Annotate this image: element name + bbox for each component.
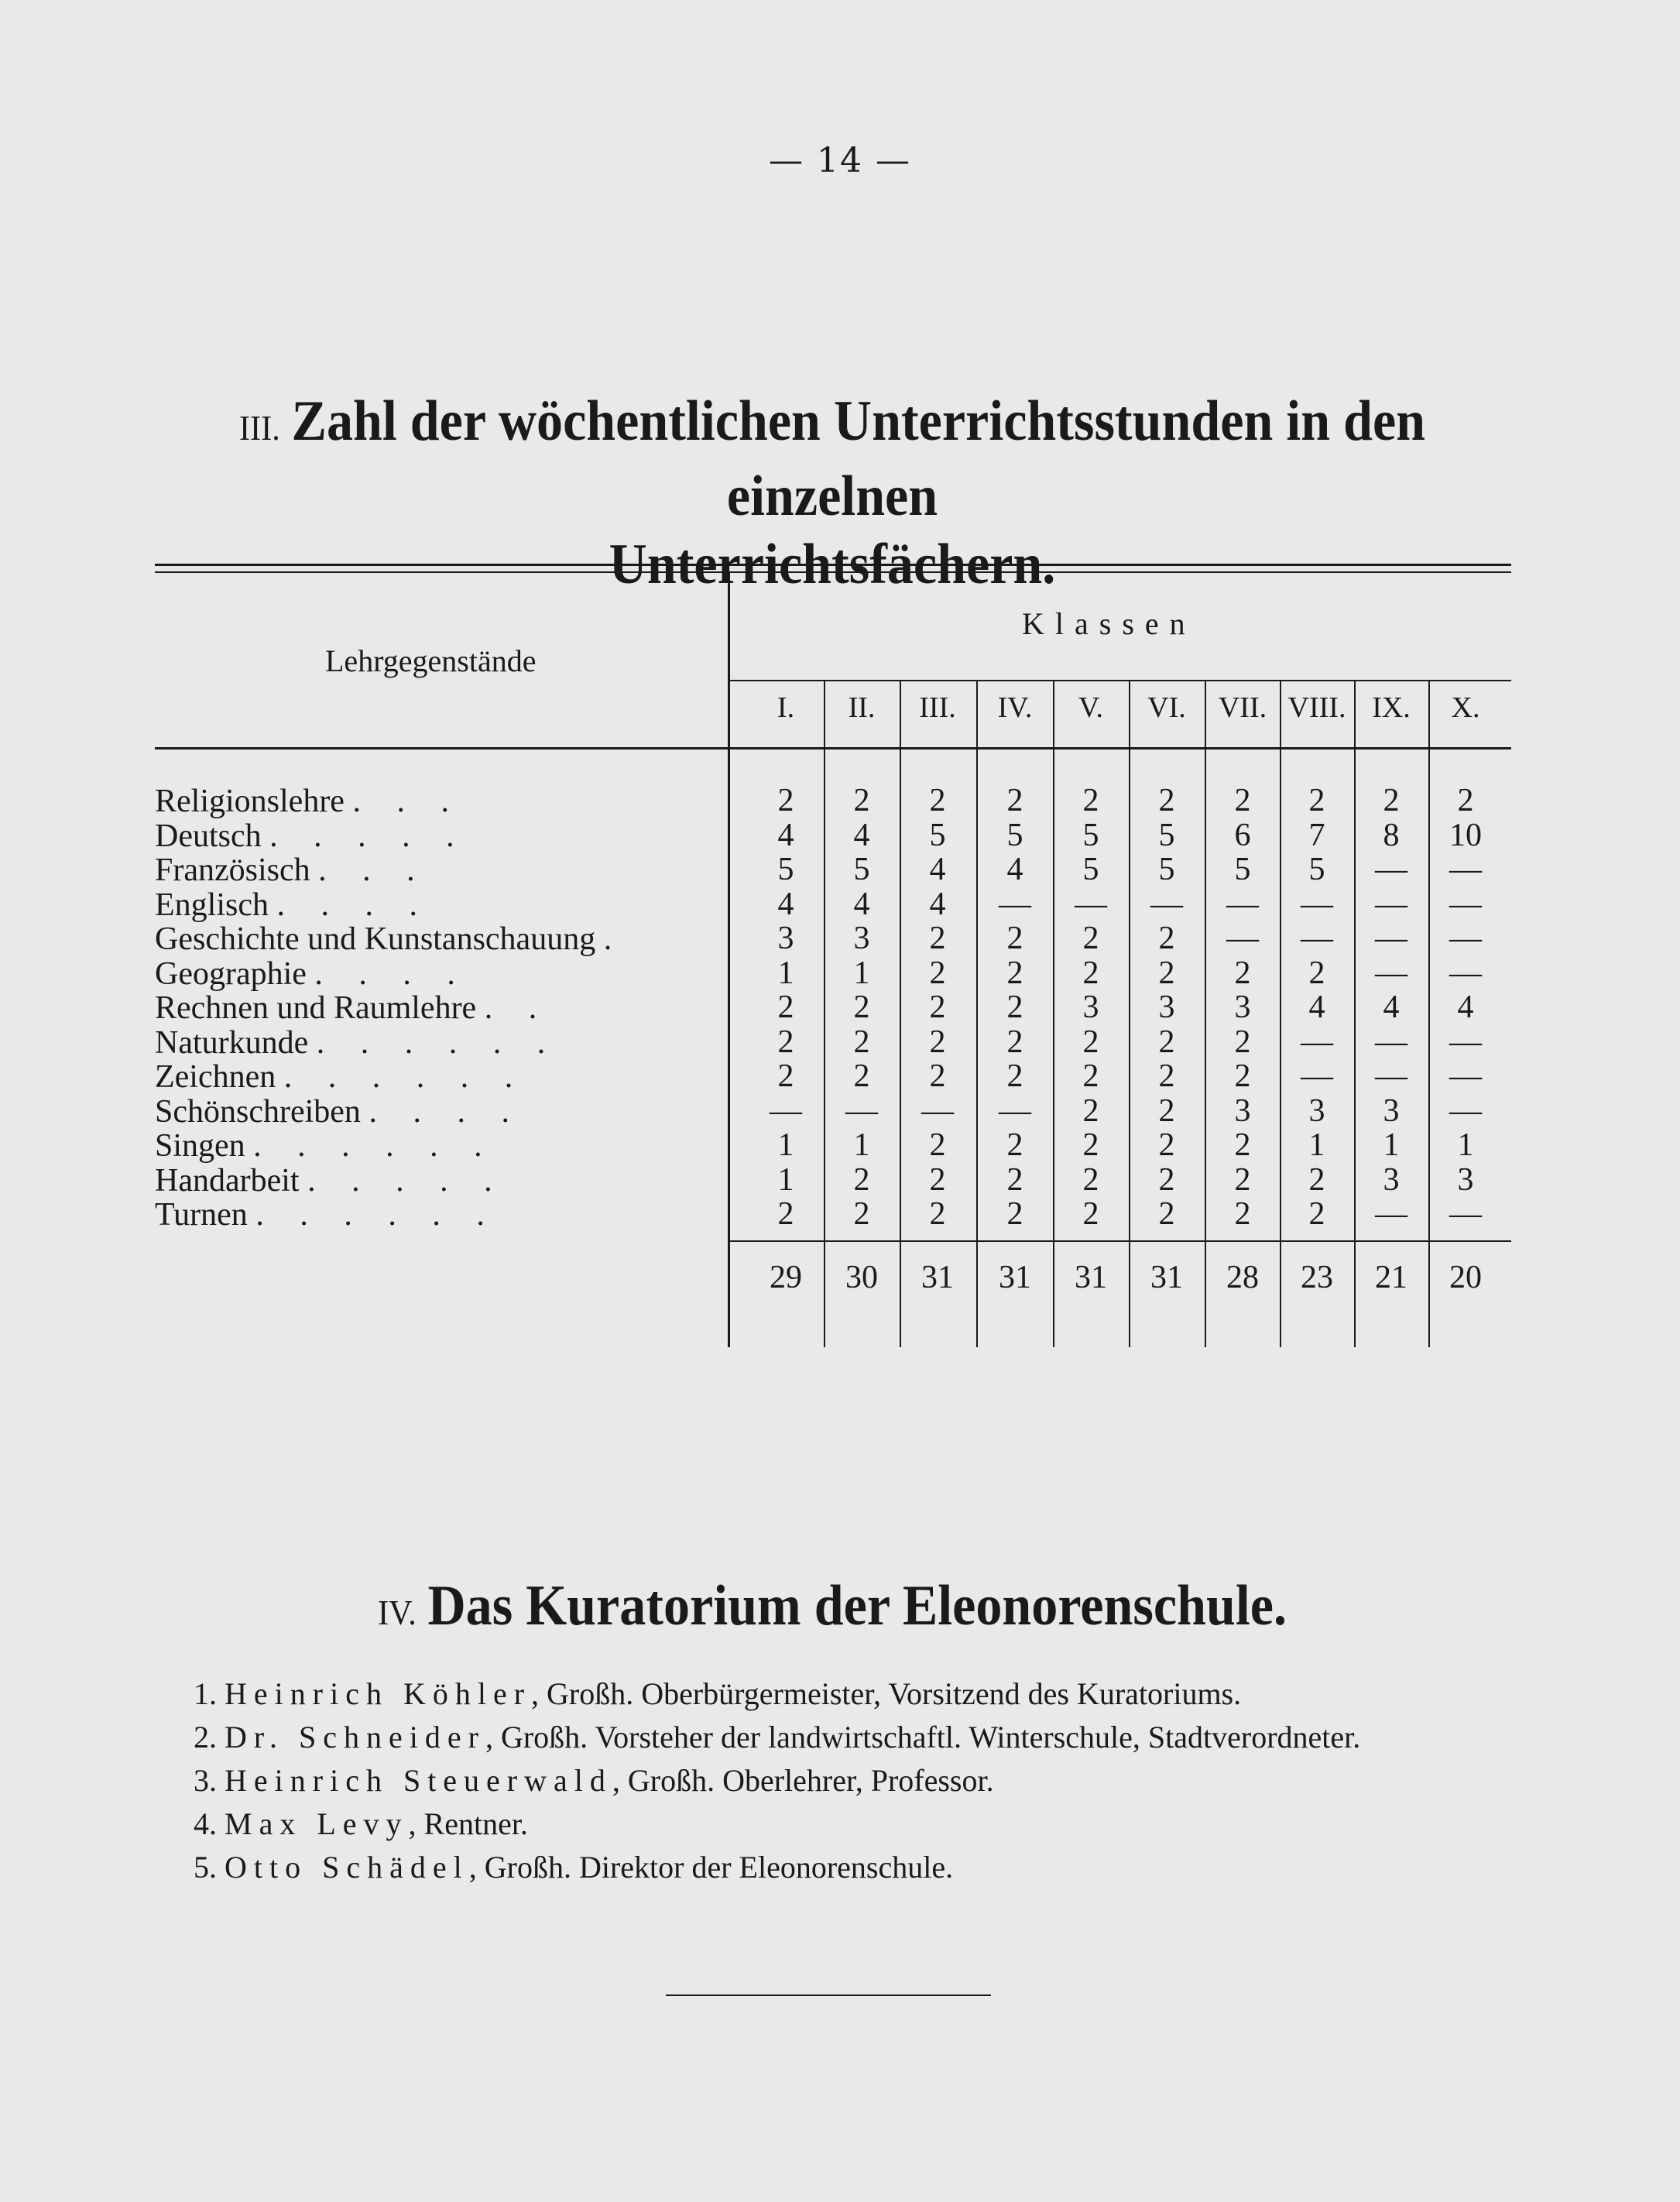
table-cell: 3 (1234, 990, 1251, 1025)
subject-name: Deutsch (155, 818, 270, 854)
member-number: 1. (194, 1676, 225, 1711)
table-cell: — (770, 1092, 802, 1129)
table-cell: 2 (1234, 1127, 1251, 1163)
table-cell: 2 (1158, 783, 1175, 818)
table-cell: 2 (1457, 783, 1474, 818)
column-divider (1428, 681, 1430, 1347)
member-number: 2. (194, 1720, 225, 1754)
leader-dots: . . . . . . (283, 1059, 527, 1095)
table-cell: — (1449, 921, 1482, 956)
table-cell: 2 (1234, 1196, 1251, 1232)
table-cell: 4 (1457, 990, 1474, 1025)
table-cell: — (1449, 955, 1482, 991)
table-cell: 2 (1006, 921, 1023, 956)
leader-dots: . (603, 921, 626, 957)
column-divider (1280, 681, 1281, 1347)
leader-dots: . . . (352, 784, 463, 819)
table-cell: 2 (853, 1161, 870, 1198)
table-cell: 5 (1082, 817, 1099, 853)
table-cell: 2 (1234, 1024, 1251, 1060)
subject-name: Zeichnen (155, 1059, 284, 1095)
kuratorium-member (194, 1762, 994, 1799)
table-cell: — (999, 1092, 1031, 1129)
table-cell: 2 (853, 1024, 870, 1060)
member-name: Dr. Schneider (225, 1720, 485, 1754)
table-cell: — (1075, 886, 1107, 922)
section-4-title-text: Das Kuratorium der Eleonorenschule. (427, 1574, 1287, 1638)
subject-name: Religionslehre (155, 784, 353, 819)
column-divider (1354, 681, 1356, 1347)
table-cell: 4 (853, 817, 870, 853)
table-cell: 5 (853, 852, 870, 887)
table-cell: 2 (1082, 1092, 1099, 1129)
member-name: Otto Schädel (225, 1850, 469, 1885)
subject-label (155, 1197, 499, 1233)
column-divider (1053, 681, 1054, 1347)
member-description: , Großh. Direktor der Eleonorenschule. (468, 1850, 954, 1885)
table-cell: 2 (853, 1058, 870, 1094)
table-cell: 2 (1006, 1127, 1023, 1163)
table-cell: 6 (1234, 817, 1251, 853)
subject-name: Handarbeit (155, 1162, 308, 1199)
kuratorium-member (194, 1849, 953, 1885)
member-number: 5. (194, 1850, 225, 1885)
table-cell: 2 (1006, 1196, 1023, 1232)
table-cell: 4 (853, 886, 870, 922)
table-cell: 2 (853, 783, 870, 818)
table-cell: — (1301, 1024, 1333, 1060)
table-cell: 4 (929, 886, 946, 922)
table-cell: 5 (1158, 852, 1175, 887)
table-cell: — (1449, 886, 1482, 922)
section-4-roman: IV. (378, 1593, 417, 1632)
subject-name: Englisch (155, 887, 277, 923)
section-3-roman: III. (238, 408, 280, 448)
table-cell: 2 (1234, 1161, 1251, 1198)
table-cell: — (1449, 1058, 1482, 1094)
column-header: IX. (1372, 691, 1411, 724)
member-name: Heinrich Steuerwald (225, 1763, 612, 1798)
table-cell: 1 (777, 955, 794, 991)
table-cell: 2 (1006, 990, 1023, 1025)
member-description: , Großh. Oberbürgermeister, Vorsitzend des Kuratoriums. (531, 1676, 1242, 1711)
table-cell: — (1375, 921, 1407, 956)
leader-dots: . . . . . . (255, 1197, 499, 1233)
table-cell: 4 (1006, 852, 1023, 887)
kuratorium-member (194, 1676, 1241, 1712)
table-cell: 3 (1082, 990, 1099, 1025)
table-cell: 2 (929, 921, 946, 956)
table-cell: 3 (1158, 990, 1175, 1025)
table-cell: 2 (777, 1058, 794, 1094)
table-cell: 2 (1308, 783, 1325, 818)
column-divider (824, 681, 825, 1347)
subject-label (155, 887, 431, 923)
table-cell: 2 (777, 1024, 794, 1060)
table-cell: — (999, 886, 1031, 922)
table-cell: 5 (929, 817, 946, 853)
subject-label (155, 1163, 506, 1199)
table-cell: 2 (1308, 955, 1325, 991)
total-cell: 20 (1449, 1260, 1482, 1295)
table-cell: 2 (1082, 1196, 1099, 1232)
table-cell: 2 (929, 1127, 946, 1163)
subject-label (155, 921, 626, 957)
table-cell: 7 (1308, 817, 1325, 853)
subject-divider (728, 573, 730, 1347)
table-cell: 1 (853, 955, 870, 991)
column-header: X. (1451, 691, 1480, 724)
total-cell: 31 (1075, 1260, 1107, 1295)
table-cell: 2 (929, 1196, 946, 1232)
closing-rule (666, 1994, 991, 1996)
table-cell: 2 (1234, 783, 1251, 818)
table-cell: 2 (1082, 955, 1099, 991)
table-cell: 2 (1082, 921, 1099, 956)
total-cell: 31 (999, 1260, 1031, 1295)
table-cell: 3 (853, 921, 870, 956)
column-header: V. (1078, 691, 1104, 724)
klassen-header: Klassen (1022, 606, 1196, 641)
table-cell: 2 (1082, 1058, 1099, 1094)
column-header: III. (919, 691, 956, 724)
member-name: Max Levy (225, 1806, 409, 1841)
subject-label (155, 956, 469, 992)
klassen-rule (728, 680, 1511, 681)
table-cell: — (1449, 1024, 1482, 1060)
subject-name: Turnen (155, 1197, 256, 1233)
table-cell: 2 (929, 1161, 946, 1198)
column-divider (1129, 681, 1130, 1347)
table-cell: 2 (1308, 1196, 1325, 1232)
page-number: — 14 — (769, 141, 911, 180)
table-cell: 2 (1234, 1058, 1251, 1094)
table-cell: 4 (1308, 990, 1325, 1025)
leader-dots: . . . . . . (316, 1024, 560, 1061)
subject-label (155, 1128, 496, 1164)
table-cell: 2 (1006, 1024, 1023, 1060)
table-cell: 3 (1234, 1092, 1251, 1129)
totals-rule (728, 1240, 1511, 1242)
subject-name: Naturkunde (155, 1024, 317, 1061)
table-cell: 2 (1383, 783, 1400, 818)
section-4-title (209, 1572, 1455, 1647)
table-cell: 2 (1006, 1058, 1023, 1094)
total-cell: 29 (770, 1260, 802, 1295)
column-divider (900, 681, 901, 1347)
table-cell: — (1226, 921, 1259, 956)
subject-label (155, 818, 468, 854)
table-cell: 2 (1006, 1161, 1023, 1198)
table-cell: 2 (1158, 955, 1175, 991)
subject-name: Rechnen und Raumlehre (155, 990, 485, 1026)
subjects-header: Lehrgegenstände (325, 643, 537, 678)
column-header: VII. (1218, 691, 1267, 724)
table-cell: — (1449, 852, 1482, 887)
table-top-rule-1 (155, 564, 1511, 566)
table-cell: — (1301, 886, 1333, 922)
member-description: , Großh. Oberlehrer, Professor. (612, 1763, 994, 1798)
column-header: VI. (1147, 691, 1186, 724)
column-divider (976, 681, 978, 1347)
table-cell: 2 (1006, 783, 1023, 818)
header-rule (155, 747, 1511, 749)
table-cell: — (1301, 921, 1333, 956)
table-top-rule-2 (155, 571, 1511, 573)
table-cell: — (1226, 886, 1259, 922)
table-cell: 2 (1082, 783, 1099, 818)
subject-name: Geographie (155, 955, 315, 992)
column-divider (1205, 681, 1206, 1347)
table-cell: — (845, 1092, 878, 1129)
total-cell: 31 (921, 1260, 954, 1295)
table-cell: 4 (929, 852, 946, 887)
table-cell: — (1375, 1196, 1407, 1232)
subject-label (155, 990, 550, 1026)
table-cell: 3 (1383, 1161, 1400, 1198)
table-cell: 2 (1158, 921, 1175, 956)
table-cell: 2 (929, 990, 946, 1025)
column-header: I. (777, 691, 795, 724)
table-cell: 8 (1383, 817, 1400, 853)
table-cell: 2 (777, 1196, 794, 1232)
table-cell: — (1375, 1024, 1407, 1060)
column-header: II. (848, 691, 876, 724)
table-cell: 1 (777, 1161, 794, 1198)
table-cell: 3 (1308, 1092, 1325, 1129)
table-cell: 2 (853, 1196, 870, 1232)
table-cell: 2 (1082, 1161, 1099, 1198)
table-cell: 2 (1158, 1024, 1175, 1060)
subject-label (155, 1059, 526, 1095)
subject-name: Geschichte und Kunstanschauung (155, 921, 604, 957)
table-cell: 5 (1082, 852, 1099, 887)
table-cell: 2 (1082, 1024, 1099, 1060)
table-cell: — (1375, 852, 1407, 887)
table-cell: — (1449, 1196, 1482, 1232)
table-cell: 2 (777, 990, 794, 1025)
table-cell: 1 (777, 1127, 794, 1163)
table-cell: — (1375, 955, 1407, 991)
member-description: , Rentner. (408, 1806, 528, 1841)
kuratorium-member (194, 1719, 1360, 1755)
table-cell: 10 (1449, 817, 1482, 853)
leader-dots: . . . . (276, 887, 431, 923)
kuratorium-member (194, 1806, 528, 1842)
total-cell: 23 (1301, 1260, 1333, 1295)
total-cell: 21 (1375, 1260, 1407, 1295)
table-cell: 3 (777, 921, 794, 956)
total-cell: 31 (1150, 1260, 1183, 1295)
subject-label (155, 1094, 523, 1130)
section-3-title (209, 387, 1455, 599)
leader-dots: . . . . (314, 955, 469, 992)
section-3-title-line1: Zahl der wöchentlichen Unterrichtsstunden in den einzelnen (291, 389, 1426, 528)
table-cell: 5 (1006, 817, 1023, 853)
member-number: 3. (194, 1763, 225, 1798)
leader-dots: . . . . . (307, 1162, 506, 1199)
table-cell: 2 (929, 1058, 946, 1094)
table-cell: 2 (1006, 955, 1023, 991)
leader-dots: . . (484, 990, 551, 1026)
table-cell: 2 (1158, 1058, 1175, 1094)
table-cell: — (1150, 886, 1183, 922)
table-cell: 5 (1158, 817, 1175, 853)
subject-label (155, 1025, 559, 1061)
total-cell: 28 (1226, 1260, 1259, 1295)
subject-label (155, 784, 463, 819)
table-cell: 2 (929, 783, 946, 818)
leader-dots: . . . . . (269, 818, 468, 854)
table-cell: — (1375, 1058, 1407, 1094)
column-header: VIII. (1287, 691, 1346, 724)
subject-label (155, 852, 429, 888)
table-cell: 5 (777, 852, 794, 887)
subject-name: Schönschreiben (155, 1093, 369, 1130)
table-cell: 2 (1158, 1196, 1175, 1232)
table-cell: 2 (1158, 1161, 1175, 1198)
table-cell: 2 (777, 783, 794, 818)
table-cell: 5 (1308, 852, 1325, 887)
total-cell: 30 (845, 1260, 878, 1295)
leader-dots: . . . . (369, 1093, 523, 1130)
table-cell: — (1449, 1092, 1482, 1129)
table-cell: — (921, 1092, 954, 1129)
table-cell: 2 (929, 1024, 946, 1060)
table-cell: 2 (853, 990, 870, 1025)
table-cell: 2 (1158, 1127, 1175, 1163)
leader-dots: . . . . . . (253, 1128, 496, 1164)
table-cell: 1 (853, 1127, 870, 1163)
column-header: IV. (997, 691, 1033, 724)
table-cell: 2 (1082, 1127, 1099, 1163)
table-cell: 2 (1308, 1161, 1325, 1198)
subject-name: Französisch (155, 852, 319, 888)
member-name: Heinrich Köhler (225, 1676, 532, 1711)
table-cell: 1 (1308, 1127, 1325, 1163)
subject-name: Singen (155, 1128, 254, 1164)
member-description: , Großh. Vorsteher der landwirtschaftl. Winterschule, Stadtverordneter. (485, 1720, 1361, 1754)
table-cell: 3 (1457, 1161, 1474, 1198)
table-cell: — (1375, 886, 1407, 922)
table-cell: 5 (1234, 852, 1251, 887)
table-cell: 3 (1383, 1092, 1400, 1129)
table-cell: 4 (777, 817, 794, 853)
leader-dots: . . . (318, 852, 429, 888)
table-cell: — (1301, 1058, 1333, 1094)
member-number: 4. (194, 1806, 225, 1841)
table-cell: 2 (929, 955, 946, 991)
table-cell: 1 (1457, 1127, 1474, 1163)
table-cell: 1 (1383, 1127, 1400, 1163)
table-cell: 4 (777, 886, 794, 922)
table-cell: 4 (1383, 990, 1400, 1025)
table-cell: 2 (1234, 955, 1251, 991)
table-cell: 2 (1158, 1092, 1175, 1129)
